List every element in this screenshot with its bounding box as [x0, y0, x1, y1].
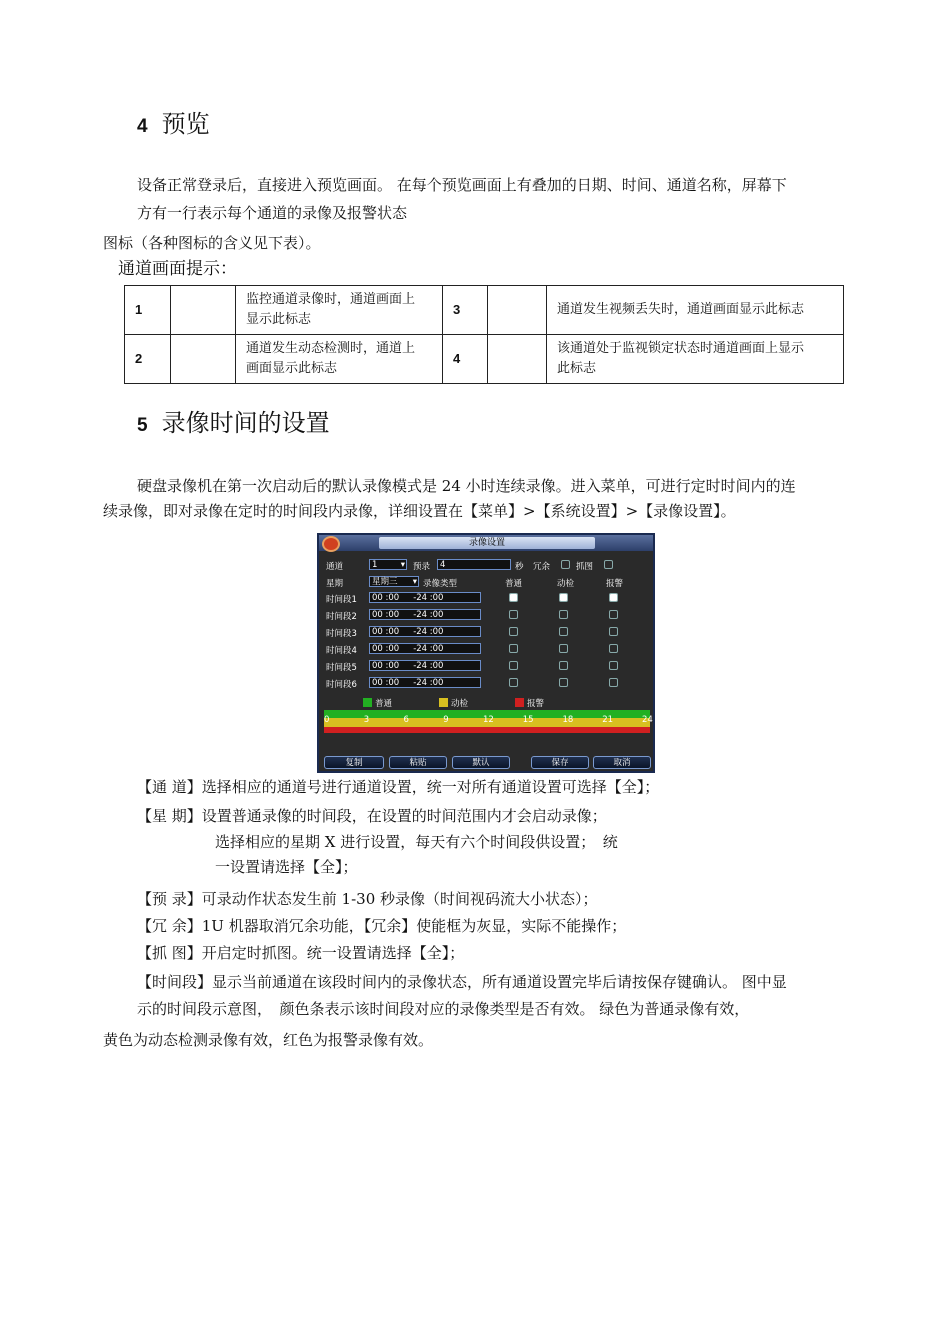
legend-alarm-label: 报警 [527, 699, 545, 709]
section-5-heading [137, 403, 330, 438]
period-alarm-checkbox[interactable] [609, 678, 618, 687]
prerecord-description: 【预 录】可录动作状态发生前 1-30 秒录像（时间视码流大小状态）； [137, 890, 598, 908]
legend-normal-label: 普通 [375, 699, 393, 709]
hint-description: 监控通道录像时，通道画面上 显示此标志 [236, 286, 443, 335]
hint-number: 3 [443, 286, 488, 335]
legend-motion-label: 动检 [451, 699, 469, 709]
period-alarm-checkbox[interactable] [609, 627, 618, 636]
period-label: 时间段5 [326, 663, 357, 673]
hint-number: 1 [125, 286, 171, 335]
hint-number: 2 [125, 335, 171, 384]
week-description: 【星 期】设置普通录像的时间段，在设置的时间范围内才会启动录像； [137, 807, 607, 825]
copy-button[interactable]: 复制 [324, 756, 384, 769]
legend-motion-swatch [439, 698, 448, 707]
period-alarm-checkbox[interactable] [609, 661, 618, 670]
redundancy-description: 【冗 余】1U 机器取消冗余功能，【冗余】使能框为灰显，实际不能操作； [137, 917, 627, 935]
column-motion: 动检 [557, 579, 575, 589]
period-time-input[interactable]: 00 :00 -24 :00 [369, 626, 481, 637]
channel-hint-table [124, 285, 844, 384]
timeline-tick-label: 9 [443, 715, 449, 725]
hint-icon-cell [488, 286, 547, 335]
channel-description: 【通 道】选择相应的通道号进行通道设置，统一对所有通道设置可选择【全】； [137, 778, 660, 796]
channel-select[interactable]: 1 ▾ [369, 559, 407, 570]
hint-description: 通道发生视频丢失时，通道画面显示此标志 [547, 286, 844, 335]
period-motion-checkbox[interactable] [559, 644, 568, 653]
period-time-input[interactable]: 00 :00 -24 :00 [369, 609, 481, 620]
period-alarm-checkbox[interactable] [609, 593, 618, 602]
period-normal-checkbox[interactable] [509, 678, 518, 687]
period-time-input[interactable]: 00 :00 -24 :00 [369, 643, 481, 654]
column-normal: 普通 [505, 579, 523, 589]
week-select[interactable]: 星期三 ▾ [369, 576, 419, 587]
snapshot-description: 【抓 图】开启定时抓图。统一设置请选择【全】； [137, 944, 465, 962]
paragraph-line: 续录像，即对录像在定时的时间段内录像，详细设置在【菜单】>【系统设置】>【录像设置】。 [103, 502, 736, 520]
period-label: 时间段1 [326, 595, 357, 605]
period-motion-checkbox[interactable] [559, 627, 568, 636]
week-description-cont: 一设置请选择【全】； [215, 858, 358, 876]
period-label: 时间段3 [326, 629, 357, 639]
timeline-tick-label: 6 [403, 715, 409, 725]
paragraph-line: 硬盘录像机在第一次启动后的默认录像模式是 24 小时连续录像。进入菜单，可进行定时时间内的连 [137, 477, 796, 495]
section-4-title: 预览 [161, 110, 210, 138]
timeline-tick-label: 21 [602, 715, 614, 725]
paragraph-line: 方有一行表示每个通道的录像及报警状态 [137, 204, 408, 222]
save-button[interactable]: 保存 [531, 756, 589, 769]
period-motion-checkbox[interactable] [559, 610, 568, 619]
dialog-title: 录像设置 [379, 537, 595, 549]
timeline-alarm-bar [324, 727, 650, 733]
section-5-number: 5 [137, 415, 148, 436]
snapshot-label: 抓图 [576, 562, 594, 572]
week-description-cont: 选择相应的星期 X 进行设置，每天有六个时间段供设置； 统 [215, 833, 618, 851]
period-label: 时间段4 [326, 646, 357, 656]
paste-button[interactable]: 粘贴 [389, 756, 447, 769]
period-alarm-checkbox[interactable] [609, 610, 618, 619]
default-button[interactable]: 默认 [452, 756, 510, 769]
snapshot-checkbox[interactable] [604, 560, 613, 569]
hint-caption: 通道画面提示： [118, 259, 237, 279]
section-5-title: 录像时间的设置 [161, 409, 330, 437]
chevron-down-icon: ▾ [412, 577, 417, 587]
hint-icon-cell [171, 286, 236, 335]
period-time-input[interactable]: 00 :00 -24 :00 [369, 677, 481, 688]
period-normal-checkbox[interactable] [509, 644, 518, 653]
period-motion-checkbox[interactable] [559, 593, 568, 602]
period-motion-checkbox[interactable] [559, 678, 568, 687]
period-time-input[interactable]: 00 :00 -24 :00 [369, 660, 481, 671]
cancel-button[interactable]: 取消 [593, 756, 651, 769]
redundancy-checkbox[interactable] [561, 560, 570, 569]
prerecord-label: 预录 [413, 562, 431, 572]
period-label: 时间段2 [326, 612, 357, 622]
record-settings-dialog [317, 533, 655, 773]
paragraph-line: 图标（各种图标的含义见下表）。 [103, 234, 321, 252]
hint-icon-cell [488, 335, 547, 384]
hint-icon-cell [171, 335, 236, 384]
period-description: 【时间段】显示当前通道在该段时间内的录像状态，所有通道设置完毕后请按保存键确认。 图中显 [137, 973, 787, 991]
timeline-tick-label: 0 [324, 715, 330, 725]
period-label: 时间段6 [326, 680, 357, 690]
app-logo-icon [322, 536, 340, 552]
timeline-tick-label: 18 [562, 715, 574, 725]
seconds-label: 秒 [515, 562, 524, 572]
section-4-heading [137, 104, 210, 139]
hint-description: 通道发生动态检测时，通道上 画面显示此标志 [236, 335, 443, 384]
table-row [125, 335, 844, 384]
period-normal-checkbox[interactable] [509, 627, 518, 636]
timeline-tick-label: 24 [642, 715, 653, 725]
timeline-tick-label: 12 [483, 715, 494, 725]
timeline-tick-label: 15 [522, 715, 534, 725]
chevron-down-icon: ▾ [400, 560, 405, 570]
period-motion-checkbox[interactable] [559, 661, 568, 670]
column-alarm: 报警 [606, 579, 624, 589]
week-label: 星期 [326, 579, 344, 589]
period-description-cont: 黄色为动态检测录像有效，红色为报警录像有效。 [103, 1031, 434, 1049]
legend-normal-swatch [363, 698, 372, 707]
prerecord-input[interactable]: 4 [437, 559, 511, 570]
timeline-tick-label: 3 [363, 715, 370, 725]
hint-description: 该通道处于监视锁定状态时通道画面上显示 此标志 [547, 335, 844, 384]
period-description-cont: 示的时间段示意图， 颜色条表示该时间段对应的录像类型是否有效。 绿色为普通录像有效， [137, 1000, 750, 1018]
redundancy-label: 冗余 [533, 562, 551, 572]
legend-alarm-swatch [515, 698, 524, 707]
channel-label: 通道 [326, 562, 344, 572]
period-normal-checkbox[interactable] [509, 661, 518, 670]
table-row [125, 286, 844, 335]
period-alarm-checkbox[interactable] [609, 644, 618, 653]
section-4-number: 4 [137, 116, 148, 137]
record-type-label: 录像类型 [423, 579, 458, 589]
hint-number: 4 [443, 335, 488, 384]
paragraph-line: 设备正常登录后，直接进入预览画面。 在每个预览画面上有叠加的日期、时间、通道名称，屏幕下 [137, 176, 787, 194]
period-normal-checkbox[interactable] [509, 610, 518, 619]
period-time-input[interactable]: 00 :00 -24 :00 [369, 592, 481, 603]
period-normal-checkbox[interactable] [509, 593, 518, 602]
